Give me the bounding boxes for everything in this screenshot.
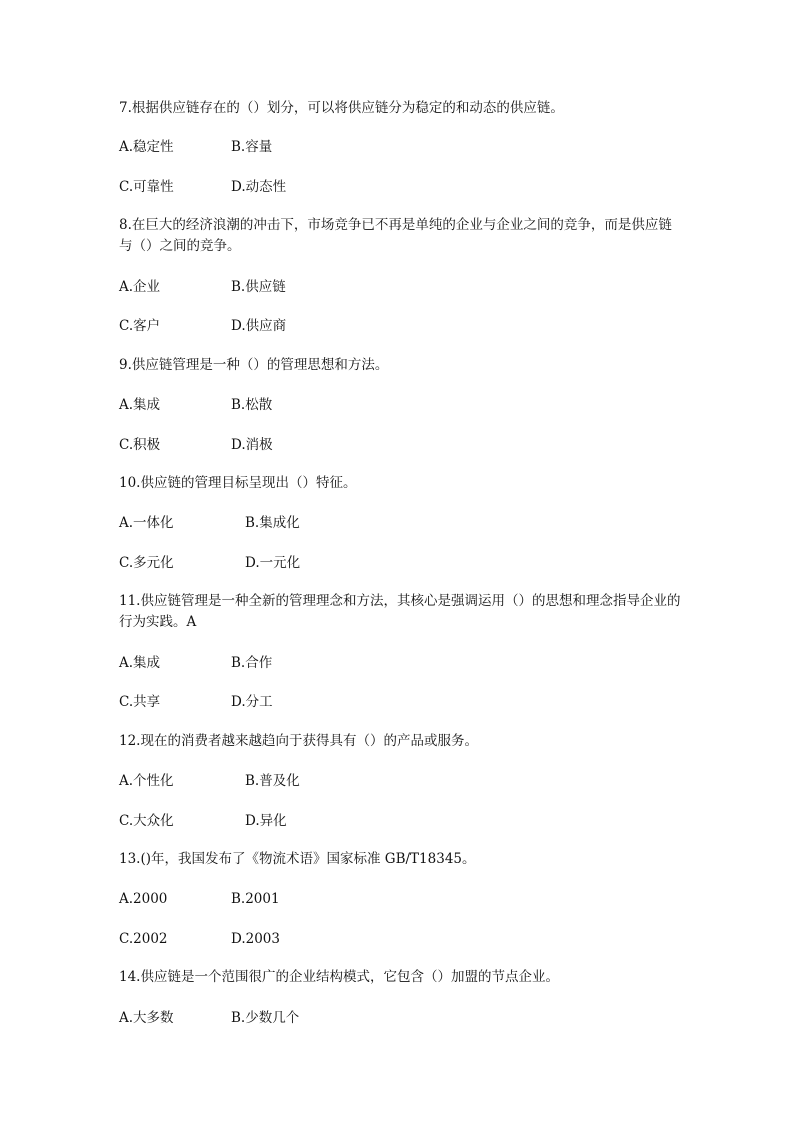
question-11: 11.供应链管理是一种全新的管理理念和方法，其核心是强调运用（）的思想和理念指导企业的行为实践。A [119, 593, 681, 630]
option-10d: D.一元化 [245, 555, 301, 571]
option-9a: A.集成 [119, 397, 161, 413]
option-13b: B.2001 [231, 891, 280, 907]
option-7c: C.可靠性 [119, 179, 174, 195]
option-8b: B.供应链 [231, 279, 286, 295]
option-8c: C.客户 [119, 318, 161, 334]
option-9c: C.积极 [119, 437, 161, 453]
option-10b: B.集成化 [245, 515, 300, 531]
option-12a: A.个性化 [119, 773, 174, 789]
question-12: 12.现在的消费者越来越趋向于获得具有（）的产品或服务。 [119, 733, 478, 749]
option-10a: A.一体化 [119, 515, 174, 531]
option-11c: C.共享 [119, 694, 161, 710]
option-14b: B.少数几个 [231, 1010, 300, 1026]
question-13: 13.()年，我国发布了《物流术语》国家标准 GB/T18345。 [119, 851, 476, 867]
option-13d: D.2003 [231, 931, 280, 947]
option-12c: C.大众化 [119, 813, 174, 829]
option-14a: A.大多数 [119, 1010, 174, 1026]
option-7d: D.动态性 [231, 179, 287, 195]
question-14: 14.供应链是一个范围很广的企业结构模式，它包含（）加盟的节点企业。 [119, 969, 559, 985]
option-11d: D.分工 [231, 694, 273, 710]
option-10c: C.多元化 [119, 555, 174, 571]
option-11b: B.合作 [231, 655, 273, 671]
option-8a: A.企业 [119, 279, 161, 295]
option-8d: D.供应商 [231, 318, 287, 334]
question-8: 8.在巨大的经济浪潮的冲击下，市场竞争已不再是单纯的企业与企业之间的竞争，而是供应链与（）之间的竞争。 [119, 217, 672, 254]
option-7b: B.容量 [231, 139, 273, 155]
option-13c: C.2002 [119, 931, 168, 947]
question-10: 10.供应链的管理目标呈现出（）特征。 [119, 475, 357, 491]
question-9: 9.供应链管理是一种（）的管理思想和方法。 [119, 357, 389, 373]
option-9d: D.消极 [231, 437, 273, 453]
option-13a: A.2000 [119, 891, 168, 907]
option-12d: D.异化 [245, 813, 287, 829]
option-7a: A.稳定性 [119, 139, 174, 155]
option-9b: B.松散 [231, 397, 273, 413]
question-7: 7.根据供应链存在的（）划分，可以将供应链分为稳定的和动态的供应链。 [119, 100, 564, 116]
option-11a: A.集成 [119, 655, 161, 671]
option-12b: B.普及化 [245, 773, 300, 789]
